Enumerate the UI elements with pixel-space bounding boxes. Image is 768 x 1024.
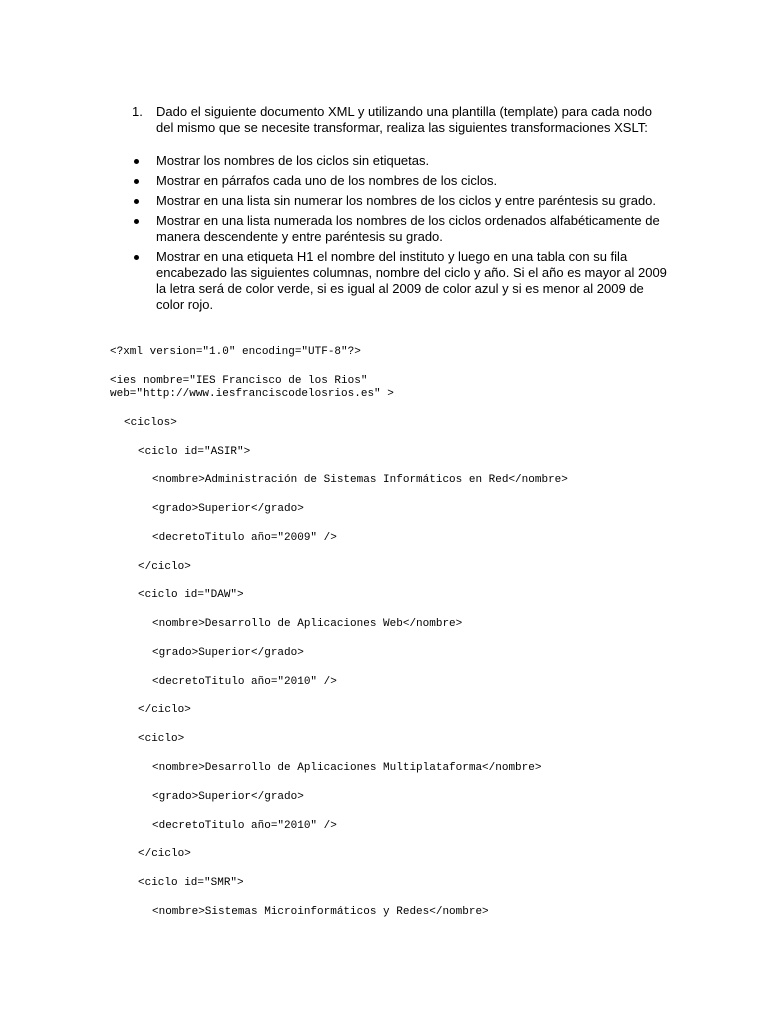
code-line: <?xml version="1.0" encoding="UTF-8"?> (110, 346, 361, 358)
task-text: Mostrar en párrafos cada uno de los nombres de los ciclos. (156, 173, 498, 188)
task-text: Mostrar en una lista sin numerar los nombres de los ciclos y entre paréntesis su grado. (156, 193, 657, 208)
exercise-number: 1. (132, 104, 143, 119)
code-line: web="http://www.iesfranciscodelosrios.es" > (110, 388, 394, 400)
task-item (132, 213, 672, 245)
code-line: <ciclos> (124, 417, 177, 429)
code-line: <nombre>Desarrollo de Aplicaciones Multiplataforma</nombre> (152, 762, 542, 774)
exercise-intro: Dado el siguiente documento XML y utilizando una plantilla (template) para cada nodo del mismo que se necesite transformar, realiza las siguientes transformaciones XSLT: (156, 104, 652, 135)
bullet-dot-icon (134, 255, 139, 260)
code-line: <ciclo id="ASIR"> (138, 446, 251, 458)
xml-code-block (110, 346, 730, 918)
code-line: <decretoTitulo año="2010" /> (152, 676, 337, 688)
code-line: <ciclo id="DAW"> (138, 589, 244, 601)
task-text: Mostrar en una etiqueta H1 el nombre del instituto y luego en una tabla con su fila encabezado las siguientes columnas, nombre del ciclo y año. Si el año es mayor al 2009 la letra será de color verde, si es igual al 2009 de color azul y si es menor al 2009 de color rojo. (156, 249, 667, 312)
bullet-dot-icon (134, 179, 139, 184)
code-line: <ies nombre="IES Francisco de los Rios" (110, 375, 368, 387)
code-line: </ciclo> (138, 704, 191, 716)
task-list (132, 153, 672, 317)
task-text: Mostrar los nombres de los ciclos sin etiquetas. (156, 153, 430, 168)
code-line: <decretoTitulo año="2009" /> (152, 532, 337, 544)
code-line: <nombre>Administración de Sistemas Informáticos en Red</nombre> (152, 474, 568, 486)
bullet-dot-icon (134, 159, 139, 164)
code-line: <ciclo> (138, 733, 185, 745)
task-text: Mostrar en una lista numerada los nombres de los ciclos ordenados alfabéticamente de manera descendente y entre paréntesis su grado. (156, 213, 660, 244)
code-line: <grado>Superior</grado> (152, 647, 304, 659)
bullet-dot-icon (134, 199, 139, 204)
code-line: <nombre>Sistemas Microinformáticos y Redes</nombre> (152, 906, 489, 918)
code-line: </ciclo> (138, 848, 191, 860)
code-line: <nombre>Desarrollo de Aplicaciones Web</nombre> (152, 618, 463, 630)
code-line: <ciclo id="SMR"> (138, 877, 244, 889)
code-line: <grado>Superior</grado> (152, 791, 304, 803)
task-item (132, 173, 672, 189)
code-line: <grado>Superior</grado> (152, 503, 304, 515)
task-item (132, 249, 672, 313)
task-item (132, 193, 672, 209)
bullet-dot-icon (134, 219, 139, 224)
code-line: <decretoTitulo año="2010" /> (152, 820, 337, 832)
code-line: </ciclo> (138, 561, 191, 573)
task-item (132, 153, 672, 169)
